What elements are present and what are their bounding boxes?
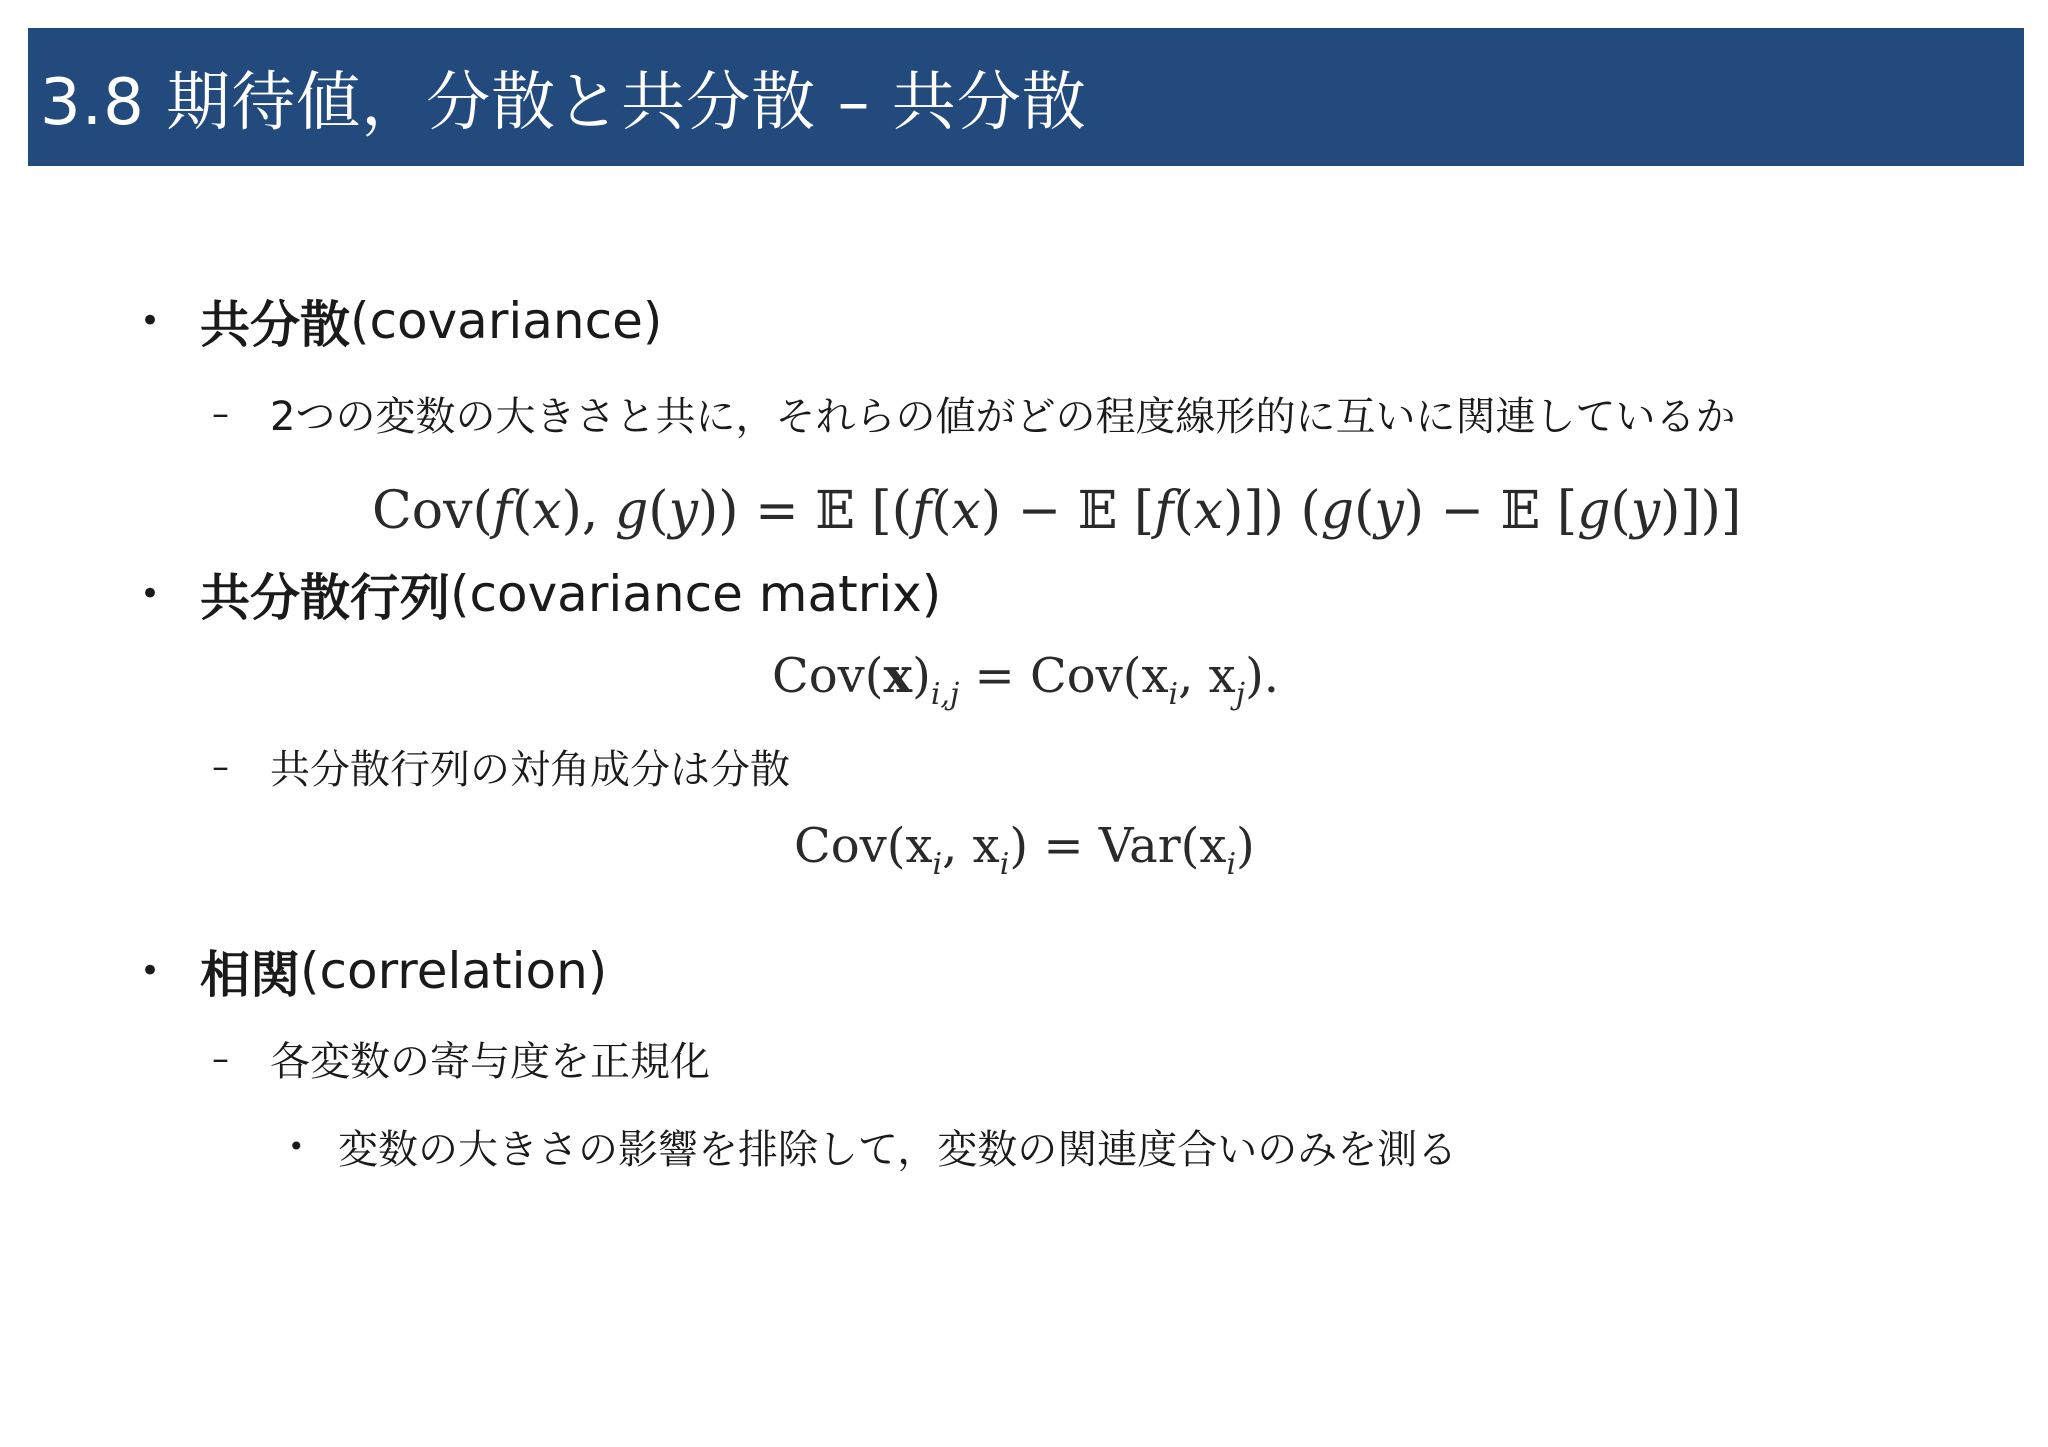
bullet-mark: • [140, 951, 161, 991]
dash-mark: – [212, 746, 229, 787]
covariance-matrix-formula [772, 640, 1332, 724]
covariance-formula-svg [372, 470, 1742, 550]
term-correlation: 相関 [200, 946, 300, 1004]
term-covariance: 共分散 [200, 296, 350, 354]
diagonal-text: 共分散行列の対角成分は分散 [270, 747, 790, 793]
term-covariance-matrix-en: (covariance matrix) [450, 565, 942, 623]
subbullet-covariance-desc [212, 385, 1735, 442]
variance-formula [794, 810, 1314, 894]
covariance-matrix-formula-svg [772, 640, 1332, 720]
normalize-text: 各変数の寄与度を正規化 [270, 1039, 710, 1085]
term-covariance-en: (covariance) [350, 292, 663, 350]
covariance-desc-text: 2つの変数の大きさと共に，それらの値がどの程度線形的に互いに関連しているか [270, 394, 1736, 440]
svg-text:Cov(f(x), g(y)) = 𝔼 [(f(x) −: Cov(f(x), g(y)) = 𝔼 [(f(x) − 𝔼 [f(x)]) (g(y) − 𝔼 [g(y)])] [372, 481, 1742, 541]
slide-title: 3.8 期待値，分散と共分散 – 共分散 [40, 66, 1087, 140]
covariance-formula [372, 470, 1742, 554]
slide-title-bar [28, 28, 2024, 166]
subsubbullet-exclude-scale [288, 1118, 1457, 1175]
term-covariance-matrix: 共分散行列 [200, 569, 450, 627]
exclude-scale-text: 変数の大きさの影響を排除して，変数の関連度合いのみを測る [338, 1127, 1458, 1173]
subbullet-diagonal [212, 738, 790, 795]
bullet-mark-small: • [288, 1130, 305, 1163]
dash-mark: – [212, 1038, 229, 1079]
svg-text:Cov(xi, xi) = Var(xi): $Cov(x_i$, $x_i) = Var(x_i)$ [794, 818, 1255, 882]
bullet-covariance [140, 285, 662, 357]
svg-text:Cov(x)i,j = Cov(xi, xj).: $Cov(x)_{i,j} = Cov(x_i$, $x_j$). [772, 648, 1280, 712]
bullet-correlation [140, 935, 607, 1007]
bullet-mark: • [140, 574, 161, 614]
bullet-covariance-matrix [140, 558, 941, 630]
bullet-mark: • [140, 301, 161, 341]
dash-mark: – [212, 393, 229, 434]
variance-formula-svg [794, 810, 1314, 890]
term-correlation-en: (correlation) [300, 942, 608, 1000]
subbullet-normalize [212, 1030, 710, 1087]
